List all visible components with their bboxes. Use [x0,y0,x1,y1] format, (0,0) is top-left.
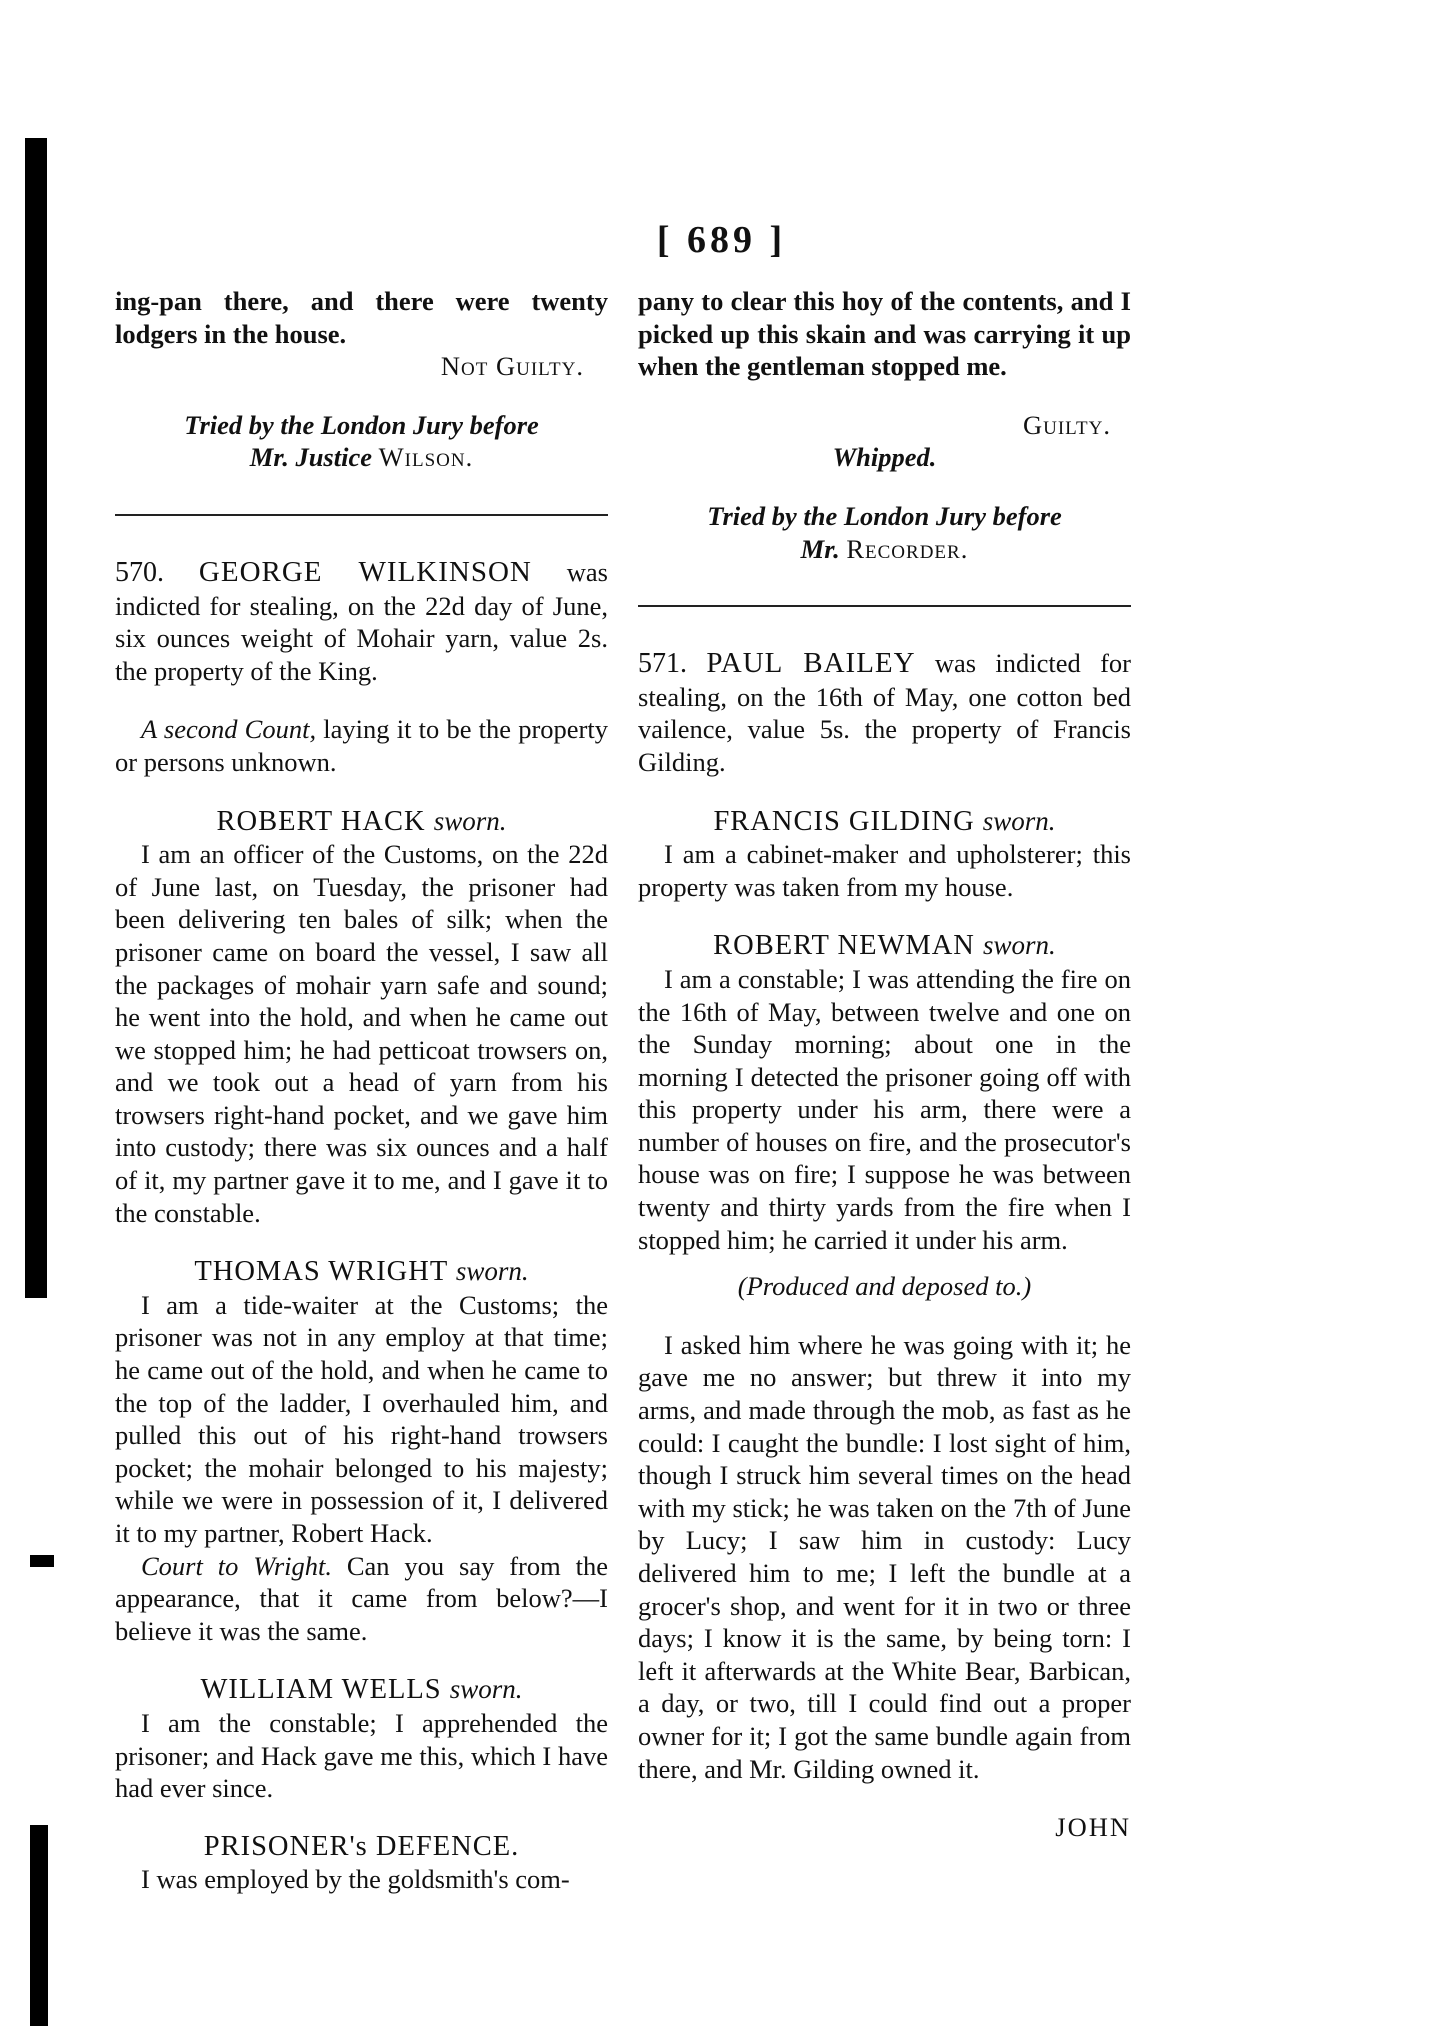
verdict-guilty: Guilty. [1023,409,1111,440]
page-number: [ 689 ] [656,219,787,261]
defence-heading: PRISONER's DEFENCE. [203,1830,520,1862]
continuation-text-right: pany to clear this hoy of the contents, and I picked up this skain and was carrying it up when the gentleman stopped me. [638,286,1131,382]
sworn-label: sworn. [982,805,1056,836]
court-text: Can you say from the appearance, that it came from below?—I believe it was the same. [115,1550,608,1646]
witness-testimony: I am a tide-waiter at the Customs; the prisoner was not in any employ at that time; he came out of the hold, and when he came to the top of the ladder, I overhauled him, and pulled this out of his right-hand trowsers pocket; the mohair belonged to his majesty; while we were in possession of it, I delivered it to my partner, Robert Hack. [115,1289,608,1548]
witness-testimony: I am a constable; I was attending the fire on the 16th of May, between twelve and one on the Sunday morning; about one in the morning I detected the prisoner going off with this property under his arm, there were a number of houses on fire, and the prosecutor's house was on fire; I suppose he was between twenty and thirty yards from the fire when I stopped him; he carried it under his arm. [638,963,1131,1255]
tried-before-line: Tried by the London Jury before [707,500,1062,531]
catchword: JOHN [1055,1812,1131,1843]
indictment-text: was indicted for stealing, on the 22d day of June, six ounces weight of Mohair yarn, value 2s. the property of the King. [115,556,608,686]
witness-testimony: I am the constable; I apprehended the prisoner; and Hack gave me this, which I have had ever since. [115,1707,608,1804]
second-count-text: laying it to be the property or persons unknown. [115,714,608,777]
witness-name: THOMAS WRIGHT [194,1256,448,1288]
witness-name: WILLIAM WELLS [200,1674,442,1706]
case-number: 570. [115,556,164,588]
witness-testimony-continued: I asked him where he was going with it; he gave me no answer; but threw it into my arms, and made through the mob, as fast as he could: I caught the bundle: I lost sight of him, though I struck him several times on the head with my stick; he was taken on the 7th of June by Lucy; I saw him in custody: Lucy delivered him to me; I left the bundle at a grocer's shop, and went for it in two or three days; I know it is the same, by being torn: I left it afterwards at the White Bear, Barbican, a day, or two, till I could find out a proper owner for it; I got the same bundle again from there, and Mr. Gilding owned it. [638,1329,1131,1784]
judge-title: Mr. Justice [249,442,372,473]
punishment: Whipped. [832,442,937,473]
right-column [638,285,1131,1844]
case-571-indictment [638,647,1131,778]
scan-margin-mark [30,1555,54,1567]
witness-heading [115,1255,608,1289]
judge-title: Mr. [800,533,840,564]
defence-text: I was employed by the goldsmith's com- [141,1864,570,1895]
witness-heading [638,805,1131,839]
witness-heading [115,805,608,839]
second-count-label: A second Count, [141,714,317,745]
scan-margin-bar-bottom [30,1825,48,2026]
court-label: Court to Wright. [141,1550,332,1581]
court-question [115,1550,608,1648]
witness-heading [638,929,1131,963]
verdict-not-guilty: Not Guilty. [440,351,584,382]
tried-before-line: Tried by the London Jury before [184,409,539,440]
tried-before-judge [638,533,1131,566]
left-column [115,285,608,1896]
indictment-text: was indicted for stealing, on the 16th of May, one cotton bed vailence, value 5s. the property of Francis Gilding. [638,648,1132,777]
defendant-name: PAUL BAILEY [706,647,916,680]
witness-name: ROBERT HACK [216,805,426,837]
sworn-label: sworn. [455,1256,529,1287]
witness-name: FRANCIS GILDING [713,805,975,837]
continuation-text-left: ing-pan there, and there were twenty lodgers in the house. [115,286,608,349]
sworn-label: sworn. [433,805,507,836]
defendant-name: GEORGE WILKINSON [198,555,532,588]
witness-testimony: I am a cabinet-maker and upholsterer; this property was taken from my house. [638,839,1131,902]
sworn-label: sworn. [983,930,1056,961]
witness-name: ROBERT NEWMAN [713,930,975,962]
tried-before-judge [115,441,608,474]
witness-testimony: I am an officer of the Customs, on the 22d of June last, on Tuesday, the prisoner had been delivering ten bales of silk; when the prisoner came on board the vessel, I saw all the packages of mohair yarn safe and sound; he went into the hold, and when he came out we stopped him; he had petticoat trowsers on, and we took out a head of yarn from his trowsers right-hand pocket, and we gave him into custody; there was six ounces and a half of it, my partner gave it to me, and I gave it to the constable. [115,839,608,1228]
second-count [115,713,608,778]
case-number: 571. [638,648,687,680]
scan-margin-bar-top [25,138,47,1298]
case-570-indictment [115,556,608,687]
witness-heading [115,1673,608,1707]
sworn-label: sworn. [449,1674,523,1705]
judge-name: Wilson. [378,442,474,473]
produced-note: (Produced and deposed to.) [737,1271,1032,1302]
judge-name: Recorder. [846,533,969,564]
